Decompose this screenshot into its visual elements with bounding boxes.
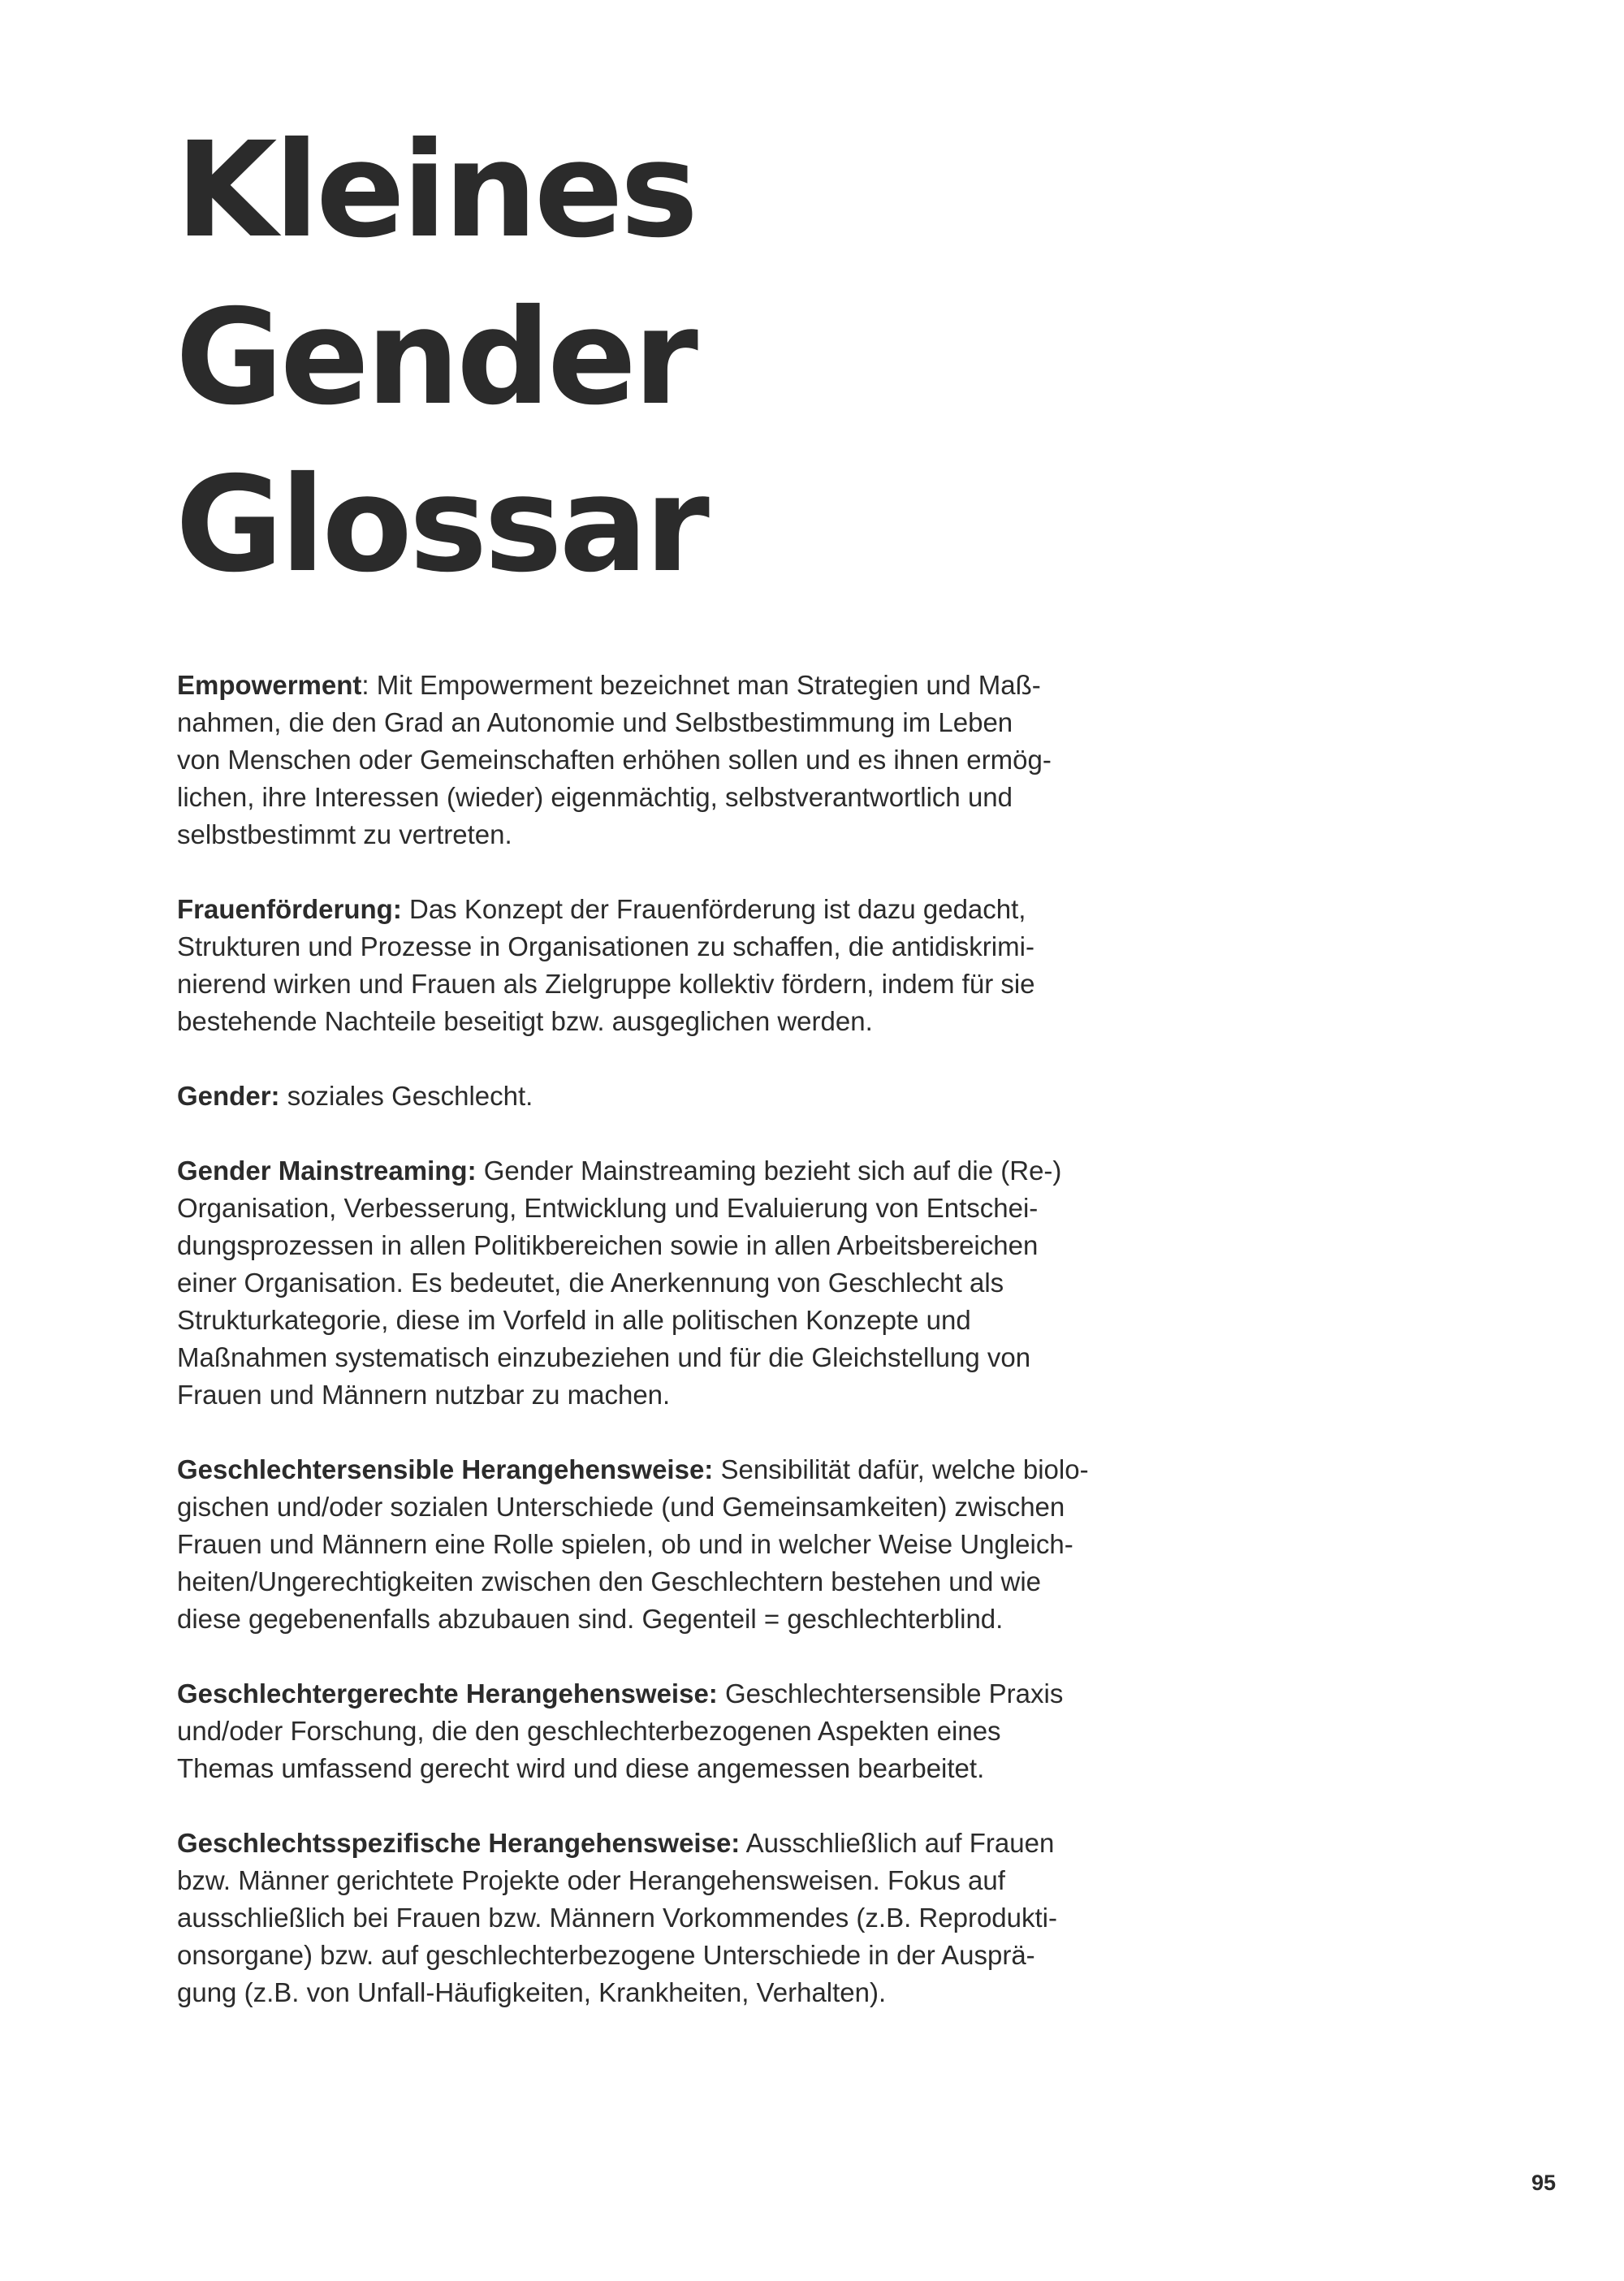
definition-line: Frauen und Männern eine Rolle spielen, ob und in welcher Weise Ungleich- xyxy=(177,1529,1073,1559)
definition-line: Themas umfassend gerecht wird und diese angemessen bearbeitet. xyxy=(177,1753,985,1783)
glossary-entry-gender xyxy=(177,1078,1099,1115)
glossary-term: Geschlechtergerechte Herangehensweise: xyxy=(177,1678,718,1709)
definition-line: onsorgane) bzw. auf geschlechterbezogene Unterschiede in der Ausprä- xyxy=(177,1940,1035,1970)
glossary-term: Gender Mainstreaming: xyxy=(177,1156,477,1186)
definition-line xyxy=(177,667,1099,704)
page-title-line-3: Glossar xyxy=(175,449,706,602)
definition-line: einer Organisation. Es bedeutet, die Anerkennung von Geschlecht als xyxy=(177,1268,1004,1298)
definition-line: Organisation, Verbesserung, Entwicklung und Evaluierung von Entschei- xyxy=(177,1193,1039,1223)
definition-line xyxy=(177,1078,1099,1115)
definition-line: von Menschen oder Gemeinschaften erhöhen sollen und es ihnen ermög- xyxy=(177,745,1052,775)
glossary-entry-frauenfoerderung xyxy=(177,891,1099,1040)
definition-line: bestehende Nachteile beseitigt bzw. ausgeglichen werden. xyxy=(177,1006,873,1036)
definition-line: nierend wirken und Frauen als Zielgruppe kollektiv fördern, indem für sie xyxy=(177,969,1035,999)
glossary-term: Geschlechtsspezifische Herangehensweise: xyxy=(177,1828,741,1858)
definition-line: Strukturen und Prozesse in Organisationen zu schaffen, die antidiskrimi- xyxy=(177,931,1034,961)
page-title xyxy=(175,107,706,609)
definition-line: gung (z.B. von Unfall-Häufigkeiten, Krankheiten, Verhalten). xyxy=(177,1977,887,2007)
definition-line: dungsprozessen in allen Politikbereichen sowie in allen Arbeitsbereichen xyxy=(177,1230,1039,1260)
glossary-term: Empowerment xyxy=(177,670,362,700)
page-number: 95 xyxy=(1531,2171,1556,2195)
definition-text: Ausschließlich auf Frauen xyxy=(740,1828,1055,1858)
definition-line: Maßnahmen systematisch einzubeziehen und für die Gleichstellung von xyxy=(177,1342,1031,1372)
definition-line: bzw. Männer gerichtete Projekte oder Herangehensweisen. Fokus auf xyxy=(177,1865,1005,1895)
glossary-entry-gender-mainstreaming xyxy=(177,1152,1099,1414)
definition-text: soziales Geschlecht. xyxy=(279,1081,533,1111)
glossary-entry-geschlechtergerechte-herangehensweise xyxy=(177,1675,1099,1787)
glossary-term: Geschlechtersensible Herangehensweise: xyxy=(177,1454,714,1484)
definition-line: nahmen, die den Grad an Autonomie und Selbstbestimmung im Leben xyxy=(177,707,1013,737)
definition-line: Strukturkategorie, diese im Vorfeld in alle politischen Konzepte und xyxy=(177,1305,971,1335)
definition-text: Gender Mainstreaming bezieht sich auf die (Re-) xyxy=(476,1156,1062,1186)
definition-line xyxy=(177,1152,1099,1190)
page-title-line-1: Kleines xyxy=(175,114,696,267)
definition-line: selbstbestimmt zu vertreten. xyxy=(177,819,512,849)
glossary-list xyxy=(177,667,1099,2049)
definition-text: Geschlechtersensible Praxis xyxy=(717,1678,1064,1709)
glossary-entry-empowerment xyxy=(177,667,1099,853)
definition-line xyxy=(177,891,1099,928)
definition-line: lichen, ihre Interessen (wieder) eigenmächtig, selbstverantwortlich und xyxy=(177,782,1013,812)
definition-text: Sensibilität dafür, welche biolo- xyxy=(713,1454,1089,1484)
definition-line xyxy=(177,1825,1099,1862)
glossary-term: Frauenförderung: xyxy=(177,894,402,924)
definition-line: gischen und/oder sozialen Unterschiede (und Gemeinsamkeiten) zwischen xyxy=(177,1492,1065,1522)
glossary-entry-geschlechtsspezifische-herangehensweise xyxy=(177,1825,1099,2011)
definition-line: Frauen und Männern nutzbar zu machen. xyxy=(177,1380,671,1410)
definition-text: Das Konzept der Frauenförderung ist dazu gedacht, xyxy=(401,894,1026,924)
definition-line: und/oder Forschung, die den geschlechterbezogenen Aspekten eines xyxy=(177,1716,1001,1746)
definition-line: diese gegebenenfalls abzubauen sind. Gegenteil = geschlechterblind. xyxy=(177,1604,1004,1634)
glossary-term: Gender: xyxy=(177,1081,280,1111)
definition-line xyxy=(177,1675,1099,1713)
definition-line: heiten/Ungerechtigkeiten zwischen den Geschlechtern bestehen und wie xyxy=(177,1566,1042,1596)
definition-text: : Mit Empowerment bezeichnet man Strategien und Maß- xyxy=(361,670,1041,700)
definition-line: ausschließlich bei Frauen bzw. Männern Vorkommendes (z.B. Reprodukti- xyxy=(177,1903,1057,1933)
page-title-line-2: Gender xyxy=(175,282,695,434)
glossary-entry-geschlechtersensible-herangehensweise xyxy=(177,1451,1099,1638)
definition-line xyxy=(177,1451,1099,1488)
